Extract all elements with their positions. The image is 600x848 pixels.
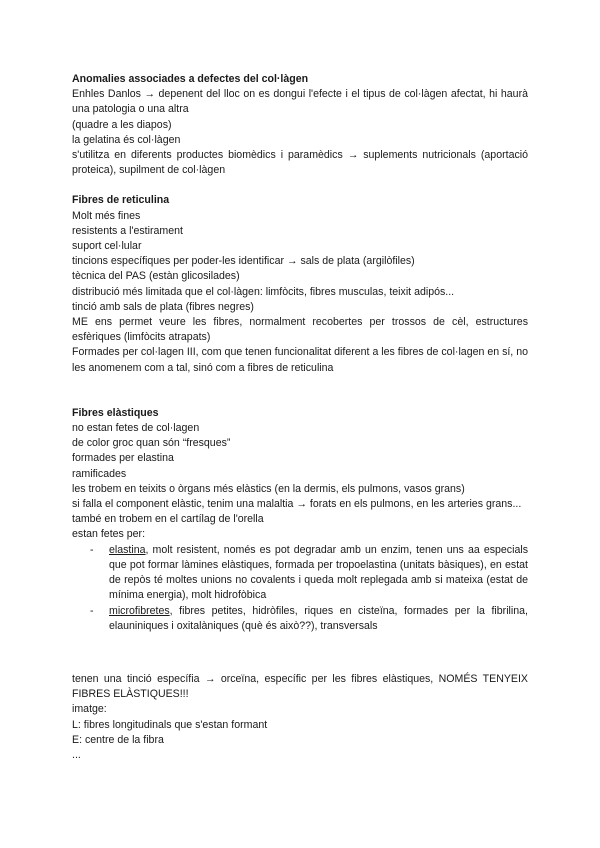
- reticulina-line: tinció amb sals de plata (fibres negres): [72, 300, 254, 313]
- paragraph-gelatina: la gelatina és col·làgen: [72, 133, 181, 146]
- reticulina-line: Formades per col·lagen III, com que tenen funcionalitat diferent a les fibres de col·lagen en sí, no les anomenem com a tal, sinó com a fibres de reticulina: [72, 346, 528, 374]
- elastiques-line: les trobem en teixits o òrgans més elàstics (en la dermis, els pulmons, vasos grans): [72, 482, 465, 495]
- dash-bullet: -: [90, 543, 94, 556]
- section-title-reticulina: Fibres de reticulina: [72, 194, 170, 207]
- spacer: [72, 178, 528, 193]
- elastiques-line: formades per elastina: [72, 452, 174, 465]
- imatge-line: ...: [72, 748, 81, 761]
- reticulina-line: tècnica del PAS (estàn glicosilades): [72, 270, 240, 283]
- section-title-anomalies: Anomalies associades a defectes del col·làgen: [72, 73, 309, 85]
- description-elastina: , molt resistent, només es pot degradar amb un enzim, tenen uns aa especials que pot formar làmines elàstiques, formada per tropoelastina (unitats bàsiques), en estat de repòs té moltes unions no covalents i queda molt replegada amb si mateixa (estat de mínima energia), molt hidrofòbica: [109, 543, 528, 602]
- document-body: [72, 72, 528, 763]
- imatge-line: imatge:: [72, 703, 107, 716]
- dash-bullet: -: [90, 604, 94, 617]
- paragraph-ehlers-danlos: Enhles Danlos → depenent del lloc on es dongui l'efecte i el tipus de col·làgen afectat, hi haurà una patologia o una altra: [72, 88, 528, 116]
- tincio-line: tenen una tinció específia → orceïna, específic per les fibres elàstiques, NOMÉS TENYEIX FIBRES ELÀSTIQUES!!!: [72, 672, 528, 701]
- spacer: [72, 634, 528, 672]
- reticulina-line: distribució més limitada que el col·làgen: limfòcits, fibres musculas, teixit adipós...: [72, 285, 455, 298]
- reticulina-line: resistents a l'estirament: [72, 224, 183, 237]
- reticulina-line: ME ens permet veure les fibres, normalment recobertes per trossos de cèl, estructures esfèriques (limfòcits atrapats): [72, 316, 528, 344]
- reticulina-line: Molt més fines: [72, 209, 141, 222]
- elastiques-line: no estan fetes de col·lagen: [72, 422, 200, 435]
- elastiques-line: estan fetes per:: [72, 528, 146, 541]
- reticulina-line: tincions específiques per poder-les identificar → sals de plata (argilòfiles): [72, 255, 415, 268]
- imatge-line: E: centre de la fibra: [72, 733, 164, 746]
- elastiques-line: de color groc quan són “fresques”: [72, 437, 231, 450]
- list-item-microfibretes: [90, 604, 528, 634]
- elastiques-line: també en trobem en el cartílag de l'orella: [72, 513, 264, 526]
- term-elastina: elastina: [109, 543, 146, 556]
- description-microfibretes: , fibres petites, hidròfiles, riques en cisteïna, formades per la fibrilina, elauniniques i oxitalàniques (què és això??), transversals: [109, 604, 528, 632]
- list-item-elastina: [90, 543, 528, 604]
- imatge-line: L: fibres longitudinals que s'estan formant: [72, 718, 268, 731]
- reticulina-line: suport cel·lular: [72, 240, 142, 253]
- elastiques-line: si falla el component elàstic, tenim una malaltia → forats en els pulmons, en les arteries grans...: [72, 498, 522, 511]
- spacer: [72, 376, 528, 406]
- term-microfibretes: microfibretes: [109, 604, 170, 617]
- paragraph-quadre: (quadre a les diapos): [72, 118, 172, 131]
- paragraph-utilitza: s'utilitza en diferents productes biomèdics i paramèdics → suplements nutricionals (aportació proteica), supilment de col·làgen: [72, 149, 528, 177]
- elastiques-line: ramificades: [72, 467, 127, 480]
- section-title-elastiques: Fibres elàstiques: [72, 406, 159, 419]
- components-list: [72, 543, 528, 634]
